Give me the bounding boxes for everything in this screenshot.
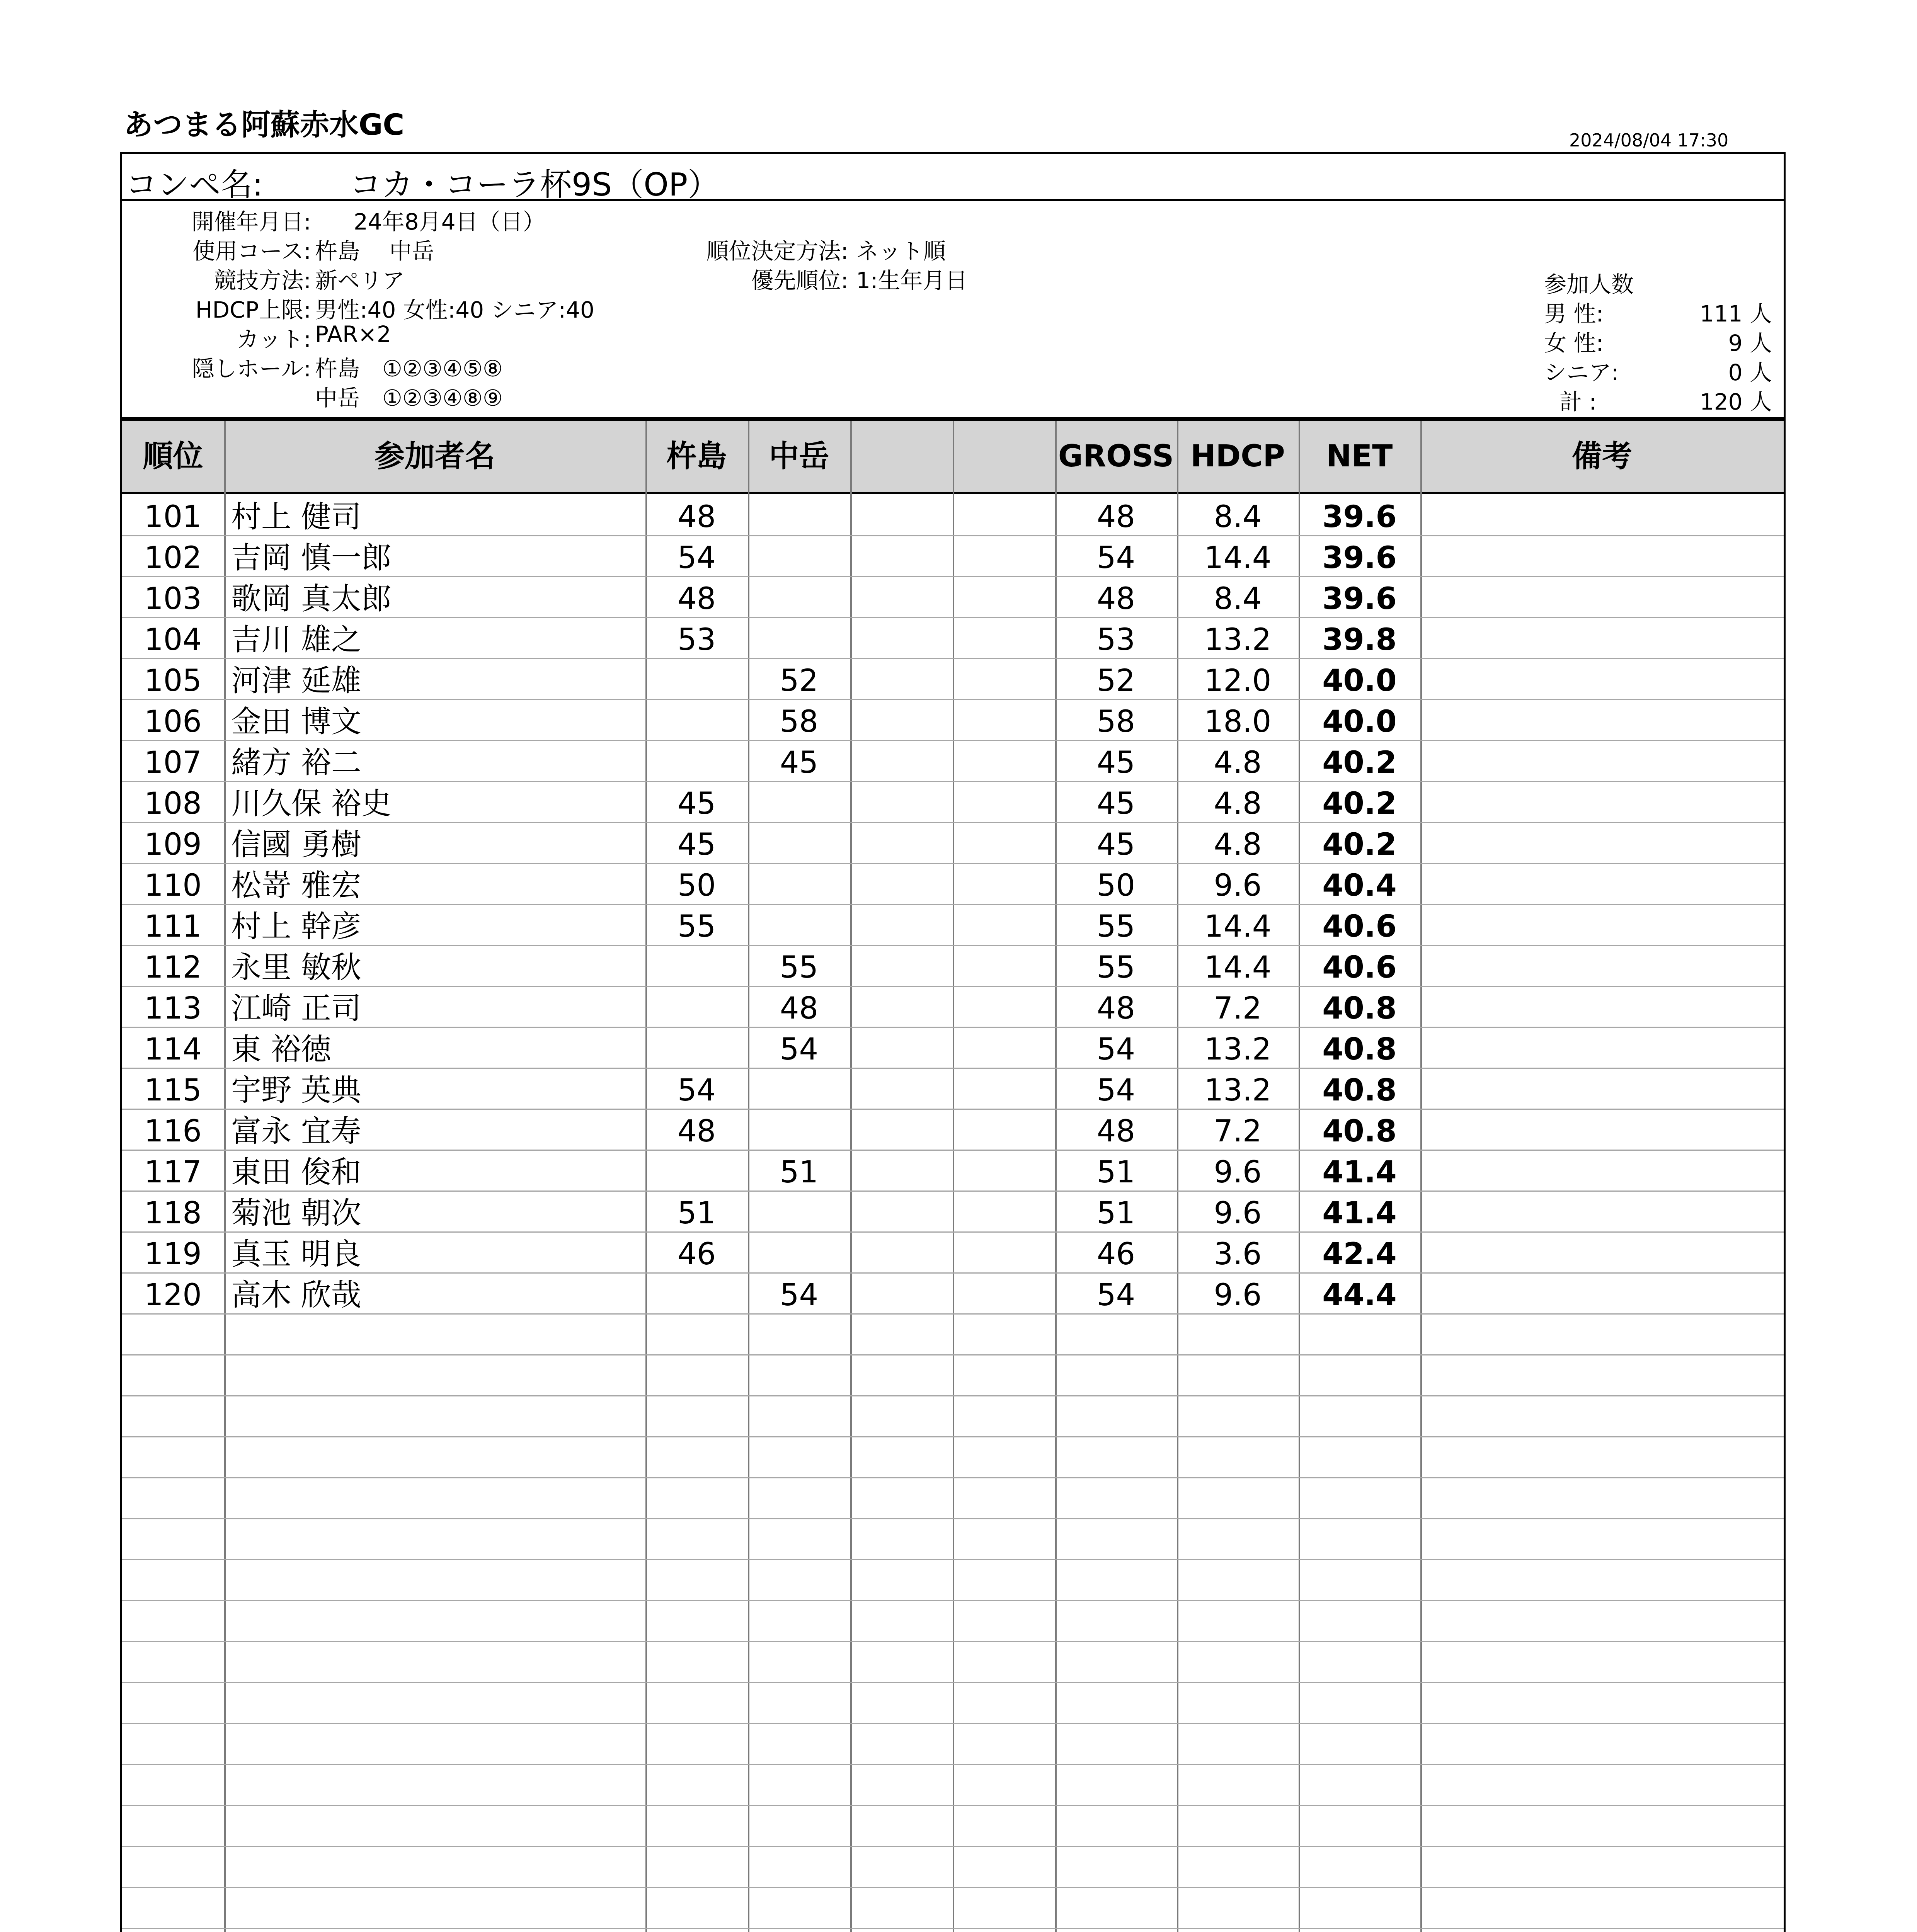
hdcp-cell: 12.0 (1204, 663, 1272, 698)
total-label: 計 : (1559, 389, 1597, 415)
hdcp-cell: 9.6 (1214, 1278, 1262, 1313)
remarks-cell (1420, 1152, 1784, 1193)
table-row (122, 865, 1784, 906)
priority-label: 優先順位: (751, 267, 848, 294)
participant-name-cell: 吉岡 慎一郎 (231, 541, 392, 575)
nakadake-score-cell (748, 1193, 850, 1234)
nakadake-score-cell (748, 537, 850, 578)
remarks-cell (1420, 1029, 1784, 1070)
rank-cell: 105 (144, 663, 202, 698)
net-cell: 40.4 (1322, 868, 1397, 903)
remarks-cell (1420, 1275, 1784, 1316)
row-divider (122, 1354, 1784, 1355)
remarks-cell (1420, 619, 1784, 660)
net-cell: 41.4 (1322, 1155, 1397, 1190)
table-row (122, 1152, 1784, 1193)
printed-timestamp: 2024/08/04 17:30 (1569, 130, 1729, 151)
header-blank-2 (953, 421, 1055, 492)
priority-value: 1:生年月日 (856, 267, 968, 294)
gross-cell: 51 (1096, 1155, 1136, 1190)
net-cell: 40.0 (1322, 663, 1397, 698)
participant-name-cell: 河津 延雄 (231, 663, 361, 698)
participant-name-cell: 永里 敏秋 (231, 950, 361, 985)
hdcp-limit-value: 男性:40 女性:40 シニア:40 (315, 297, 594, 323)
kishima-score-cell: 46 (677, 1237, 716, 1272)
participants-title: 参加人数 (1544, 271, 1634, 298)
hdcp-cell: 13.2 (1204, 1032, 1272, 1067)
net-cell: 40.8 (1322, 1114, 1397, 1149)
remarks-cell (1420, 537, 1784, 578)
hdcp-cell: 7.2 (1214, 1114, 1262, 1149)
gross-cell: 48 (1096, 500, 1136, 534)
nakadake-score-cell: 48 (780, 991, 819, 1026)
rank-cell: 114 (144, 1032, 202, 1067)
kishima-score-cell: 51 (677, 1196, 716, 1231)
remarks-cell (1420, 660, 1784, 701)
kishima-score-cell: 54 (677, 1073, 716, 1108)
hdcp-cell: 3.6 (1214, 1237, 1262, 1272)
male-label: 男 性: (1544, 301, 1604, 327)
table-row (122, 619, 1784, 660)
gross-cell: 54 (1096, 1073, 1136, 1108)
rank-cell: 117 (144, 1155, 202, 1190)
row-divider (122, 1764, 1784, 1765)
gross-cell: 45 (1096, 827, 1136, 862)
row-divider (122, 1723, 1784, 1724)
gross-cell: 48 (1096, 991, 1136, 1026)
row-divider (122, 1477, 1784, 1478)
table-row (122, 578, 1784, 619)
header-blank-1 (850, 421, 953, 492)
gross-cell: 48 (1096, 1114, 1136, 1149)
rank-cell: 111 (144, 909, 202, 944)
net-cell: 40.0 (1322, 704, 1397, 739)
nakadake-score-cell: 55 (780, 950, 819, 985)
kishima-score-cell: 55 (677, 909, 716, 944)
hdcp-cell: 14.4 (1204, 950, 1272, 985)
cut-value: PAR×2 (315, 321, 391, 347)
hidden-holes-label: 隠しホール: (192, 355, 311, 382)
date-value: 24年8月4日（日） (354, 209, 545, 235)
remarks-cell (1420, 497, 1784, 537)
row-divider (122, 1887, 1784, 1888)
hdcp-cell: 7.2 (1214, 991, 1262, 1026)
gross-cell: 48 (1096, 582, 1136, 616)
nakadake-score-cell: 58 (780, 704, 819, 739)
participant-name-cell: 松嵜 雅宏 (231, 868, 361, 903)
participant-name-cell: 信國 勇樹 (231, 827, 361, 862)
nakadake-score-cell (748, 1111, 850, 1152)
row-divider (122, 1928, 1784, 1929)
row-divider (122, 1559, 1784, 1560)
nakadake-score-cell: 51 (780, 1155, 819, 1190)
kishima-score-cell (645, 742, 748, 783)
kishima-score-cell (645, 1029, 748, 1070)
net-cell: 40.6 (1322, 909, 1397, 944)
date-label: 開催年月日: (191, 209, 311, 235)
hdcp-cell: 8.4 (1214, 582, 1262, 616)
row-divider (122, 1846, 1784, 1847)
gross-cell: 54 (1096, 541, 1136, 575)
header-remarks: 備考 (1571, 439, 1632, 474)
participant-name-cell: 村上 幹彦 (231, 909, 361, 944)
senior-label: シニア: (1544, 359, 1619, 386)
hdcp-cell: 13.2 (1204, 622, 1272, 657)
table-row (122, 1111, 1784, 1152)
net-cell: 40.8 (1322, 991, 1397, 1026)
competition-info-box (120, 152, 1786, 419)
gross-cell: 45 (1096, 786, 1136, 821)
hdcp-limit-label: HDCP上限: (195, 297, 311, 323)
kishima-score-cell (645, 947, 748, 988)
rank-cell: 113 (144, 991, 202, 1026)
competition-name: コカ・コーラ杯9S（OP） (350, 167, 720, 203)
row-divider (122, 1682, 1784, 1683)
rank-cell: 118 (144, 1196, 202, 1231)
kishima-score-cell (645, 701, 748, 742)
net-cell: 42.4 (1322, 1237, 1397, 1272)
participant-name-cell: 菊池 朝次 (231, 1196, 361, 1231)
remarks-cell (1420, 1234, 1784, 1275)
nakadake-score-cell (748, 865, 850, 906)
table-row (122, 1029, 1784, 1070)
participant-name-cell: 江崎 正司 (231, 991, 361, 1026)
course-value: 杵島 中岳 (315, 238, 434, 264)
gross-cell: 55 (1096, 950, 1136, 985)
net-cell: 40.8 (1322, 1032, 1397, 1067)
nakadake-score-cell (748, 619, 850, 660)
participant-name-cell: 緒方 裕二 (231, 745, 361, 780)
hdcp-cell: 8.4 (1214, 500, 1262, 534)
nakadake-score-cell (748, 497, 850, 537)
competition-label: コンペ名: (126, 167, 263, 203)
net-cell: 39.6 (1322, 582, 1397, 616)
net-cell: 39.6 (1322, 541, 1397, 575)
row-divider (122, 1600, 1784, 1601)
club-name: あつまる阿蘇赤水GC (124, 107, 405, 142)
remarks-cell (1420, 783, 1784, 824)
remarks-cell (1420, 865, 1784, 906)
net-cell: 40.2 (1322, 827, 1397, 862)
kishima-score-cell: 50 (677, 868, 716, 903)
table-row (122, 537, 1784, 578)
net-cell: 39.8 (1322, 622, 1397, 657)
header-hdcp: HDCP (1190, 439, 1285, 474)
participant-name-cell: 東田 俊和 (231, 1155, 361, 1190)
kishima-score-cell: 53 (677, 622, 716, 657)
header-net: NET (1326, 439, 1393, 474)
kishima-score-cell: 48 (677, 1114, 716, 1149)
method-label: 競技方法: (214, 267, 311, 294)
course-label: 使用コース: (192, 238, 311, 264)
remarks-cell (1420, 988, 1784, 1029)
header-rank: 順位 (143, 439, 203, 474)
kishima-score-cell: 45 (677, 786, 716, 821)
remarks-cell (1420, 906, 1784, 947)
hdcp-cell: 14.4 (1204, 541, 1272, 575)
kishima-score-cell: 54 (677, 541, 716, 575)
rank-cell: 106 (144, 704, 202, 739)
table-row (122, 1234, 1784, 1275)
rank-cell: 104 (144, 622, 202, 657)
remarks-cell (1420, 1193, 1784, 1234)
table-row (122, 988, 1784, 1029)
remarks-cell (1420, 1111, 1784, 1152)
nakadake-score-cell (748, 1070, 850, 1111)
kishima-score-cell (645, 988, 748, 1029)
participant-name-cell: 真玉 明良 (231, 1237, 361, 1272)
nakadake-score-cell: 45 (780, 745, 819, 780)
table-row (122, 1193, 1784, 1234)
hdcp-cell: 9.6 (1214, 1196, 1262, 1231)
table-row (122, 1070, 1784, 1111)
gross-cell: 54 (1096, 1278, 1136, 1313)
kishima-score-cell (645, 1275, 748, 1316)
table-row (122, 947, 1784, 988)
gross-cell: 55 (1096, 909, 1136, 944)
participant-name-cell: 宇野 英典 (231, 1073, 361, 1108)
table-row (122, 742, 1784, 783)
row-divider (122, 1805, 1784, 1806)
rank-cell: 102 (144, 541, 202, 575)
table-row (122, 497, 1784, 537)
senior-count: 0 人 (1728, 359, 1772, 386)
remarks-cell (1420, 742, 1784, 783)
nakadake-score-cell: 52 (780, 663, 819, 698)
participant-name-cell: 吉川 雄之 (231, 622, 361, 657)
participant-name-cell: 金田 博文 (231, 704, 361, 739)
kishima-score-cell (645, 1152, 748, 1193)
row-divider (122, 1395, 1784, 1396)
net-cell: 40.8 (1322, 1073, 1397, 1108)
method-value: 新ペリア (315, 267, 405, 294)
remarks-cell (1420, 947, 1784, 988)
rank-cell: 120 (144, 1278, 202, 1313)
kishima-score-cell (645, 660, 748, 701)
table-row (122, 824, 1784, 865)
gross-cell: 45 (1096, 745, 1136, 780)
header-gross: GROSS (1058, 439, 1174, 474)
participant-name-cell: 歌岡 真太郎 (231, 582, 392, 616)
rank-cell: 108 (144, 786, 202, 821)
gross-cell: 53 (1096, 622, 1136, 657)
rank-cell: 103 (144, 582, 202, 616)
participant-name-cell: 東 裕徳 (231, 1032, 331, 1067)
table-row (122, 660, 1784, 701)
total-count: 120 人 (1699, 389, 1772, 415)
kishima-score-cell: 48 (677, 500, 716, 534)
header-nakadake: 中岳 (769, 439, 829, 474)
rank-cell: 119 (144, 1237, 202, 1272)
ranking-method-label: 順位決定方法: (706, 238, 848, 264)
participant-name-cell: 高木 欣哉 (231, 1278, 361, 1313)
gross-cell: 58 (1096, 704, 1136, 739)
row-divider (122, 1436, 1784, 1437)
rank-cell: 109 (144, 827, 202, 862)
hdcp-cell: 14.4 (1204, 909, 1272, 944)
hdcp-cell: 9.6 (1214, 1155, 1262, 1190)
remarks-cell (1420, 1070, 1784, 1111)
participant-name-cell: 村上 健司 (231, 500, 361, 534)
remarks-cell (1420, 578, 1784, 619)
hdcp-cell: 4.8 (1214, 786, 1262, 821)
cut-label: カット: (237, 326, 311, 352)
nakadake-score-cell: 54 (780, 1032, 819, 1067)
nakadake-score-cell (748, 578, 850, 619)
gross-cell: 51 (1096, 1196, 1136, 1231)
ranking-method-value: ネット順 (856, 238, 946, 264)
header-kishima: 杵島 (666, 439, 727, 474)
nakadake-score-cell (748, 1234, 850, 1275)
rank-cell: 116 (144, 1114, 202, 1149)
female-label: 女 性: (1544, 330, 1604, 356)
kishima-score-cell: 45 (677, 827, 716, 862)
net-cell: 40.2 (1322, 786, 1397, 821)
hidden-holes-kishima: 杵島 ①②③④⑤⑧ (315, 355, 503, 382)
remarks-cell (1420, 824, 1784, 865)
rank-cell: 112 (144, 950, 202, 985)
net-cell: 40.2 (1322, 745, 1397, 780)
nakadake-score-cell (748, 906, 850, 947)
hdcp-cell: 9.6 (1214, 868, 1262, 903)
row-divider (122, 1641, 1784, 1642)
nakadake-score-cell: 54 (780, 1278, 819, 1313)
participant-name-cell: 川久保 裕史 (231, 786, 392, 821)
net-cell: 41.4 (1322, 1196, 1397, 1231)
net-cell: 44.4 (1322, 1278, 1397, 1313)
rank-cell: 115 (144, 1073, 202, 1108)
hdcp-cell: 4.8 (1214, 745, 1262, 780)
nakadake-score-cell (748, 783, 850, 824)
rank-cell: 101 (144, 500, 202, 534)
remarks-cell (1420, 701, 1784, 742)
table-row (122, 701, 1784, 742)
table-row (122, 1275, 1784, 1316)
gross-cell: 52 (1096, 663, 1136, 698)
nakadake-score-cell (748, 824, 850, 865)
header-name: 参加者名 (374, 439, 495, 474)
gross-cell: 46 (1096, 1237, 1136, 1272)
net-cell: 39.6 (1322, 500, 1397, 534)
gross-cell: 50 (1096, 868, 1136, 903)
rank-cell: 110 (144, 868, 202, 903)
results-table (120, 419, 1786, 1932)
net-cell: 40.6 (1322, 950, 1397, 985)
competition-title-row (122, 154, 1784, 201)
participant-name-cell: 富永 宜寿 (231, 1114, 361, 1149)
rank-cell: 107 (144, 745, 202, 780)
hdcp-cell: 4.8 (1214, 827, 1262, 862)
female-count: 9 人 (1728, 330, 1772, 356)
hdcp-cell: 18.0 (1204, 704, 1272, 739)
kishima-score-cell: 48 (677, 582, 716, 616)
male-count: 111 人 (1699, 301, 1772, 327)
table-row (122, 906, 1784, 947)
hdcp-cell: 13.2 (1204, 1073, 1272, 1108)
hidden-holes-nakadake: 中岳 ①②③④⑧⑨ (315, 385, 503, 411)
gross-cell: 54 (1096, 1032, 1136, 1067)
row-divider (122, 1518, 1784, 1519)
table-row (122, 783, 1784, 824)
